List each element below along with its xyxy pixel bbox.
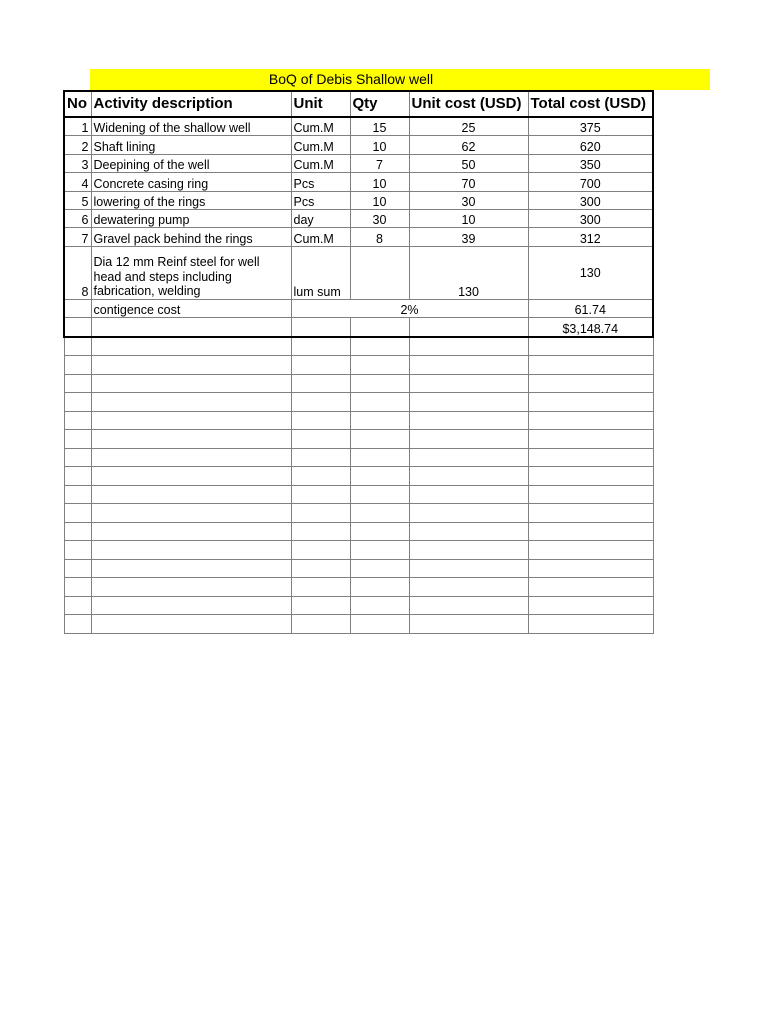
row-qty: 30 [350, 209, 409, 227]
empty-cell[interactable] [91, 356, 291, 375]
contingency-rate: 2% [291, 299, 528, 317]
empty-cell[interactable] [350, 559, 409, 578]
empty-cell[interactable] [409, 448, 528, 467]
empty-cell[interactable] [409, 615, 528, 634]
row-total: 620 [528, 136, 653, 154]
contingency-label: contigence cost [91, 299, 291, 317]
row-description: lowering of the rings [91, 191, 291, 209]
empty-cell[interactable] [291, 356, 350, 375]
empty-cell[interactable] [409, 559, 528, 578]
row-qty: 15 [350, 117, 409, 136]
empty-cell[interactable] [291, 448, 350, 467]
row-unit: Cum.M [291, 228, 350, 246]
empty-cell[interactable] [350, 430, 409, 449]
empty-cell[interactable] [91, 578, 291, 597]
empty-row [64, 485, 653, 504]
sheet-title: BoQ of Debis Shallow well [268, 71, 434, 87]
empty-cell[interactable] [350, 504, 409, 523]
row-description: dewatering pump [91, 209, 291, 227]
row-total: 700 [528, 173, 653, 191]
empty-cell[interactable] [350, 522, 409, 541]
row-unit-cost: 30 [409, 191, 528, 209]
row-total: 130 [528, 246, 653, 299]
empty-cell[interactable] [409, 337, 528, 356]
empty-cell[interactable] [64, 374, 91, 393]
empty-cell[interactable] [350, 485, 409, 504]
empty-cell[interactable] [528, 467, 653, 486]
empty-cell[interactable] [350, 374, 409, 393]
table-row [64, 209, 653, 227]
empty-cell[interactable] [91, 596, 291, 615]
empty-row [64, 541, 653, 560]
empty-row [64, 393, 653, 412]
row-no: 8 [64, 246, 91, 299]
empty-cell[interactable] [64, 559, 91, 578]
contingency-amount: 61.74 [528, 299, 653, 317]
empty-cell[interactable] [91, 467, 291, 486]
empty-cell[interactable] [350, 578, 409, 597]
empty-cell[interactable] [409, 485, 528, 504]
table-row [64, 154, 653, 172]
empty-cell[interactable] [291, 615, 350, 634]
empty-cell[interactable] [91, 337, 291, 356]
empty-cell[interactable] [350, 448, 409, 467]
empty-cell[interactable] [91, 615, 291, 634]
empty-cell[interactable] [409, 578, 528, 597]
empty-cell[interactable] [528, 596, 653, 615]
row-no: 3 [64, 154, 91, 172]
empty-cell[interactable] [350, 356, 409, 375]
empty-cell[interactable] [64, 467, 91, 486]
empty-cell[interactable] [291, 522, 350, 541]
empty-cell[interactable] [64, 448, 91, 467]
empty-cell[interactable] [409, 430, 528, 449]
row-description: Concrete casing ring [91, 173, 291, 191]
empty-cell[interactable] [64, 393, 91, 412]
empty-row [64, 467, 653, 486]
empty-cell[interactable] [291, 374, 350, 393]
contingency-row [64, 299, 653, 317]
empty-cell[interactable] [291, 430, 350, 449]
table-row [64, 173, 653, 191]
empty-cell[interactable] [528, 615, 653, 634]
table-row [64, 136, 653, 154]
row-total: 350 [528, 154, 653, 172]
empty-cell[interactable] [528, 356, 653, 375]
row-unit: Pcs [291, 191, 350, 209]
row-unit: Cum.M [291, 136, 350, 154]
empty-grid [64, 337, 653, 634]
empty-row [64, 430, 653, 449]
empty-cell[interactable] [91, 504, 291, 523]
empty-cell[interactable] [291, 596, 350, 615]
empty-cell[interactable] [528, 541, 653, 560]
empty-cell[interactable] [64, 615, 91, 634]
empty-cell[interactable] [291, 504, 350, 523]
empty-row [64, 337, 653, 356]
row-qty: 10 [350, 191, 409, 209]
empty-cell[interactable] [291, 578, 350, 597]
empty-row [64, 559, 653, 578]
empty-cell[interactable] [291, 411, 350, 430]
empty-cell[interactable] [528, 522, 653, 541]
row-unit: Cum.M [291, 117, 350, 136]
row-description: Dia 12 mm Reinf steel for well head and steps including fabrication, welding [91, 246, 291, 299]
empty-cell[interactable] [409, 541, 528, 560]
empty-row [64, 504, 653, 523]
row-unit-cost: 50 [409, 154, 528, 172]
empty-cell[interactable] [409, 393, 528, 412]
empty-cell[interactable] [528, 578, 653, 597]
empty-cell[interactable] [409, 467, 528, 486]
empty-cell[interactable] [91, 541, 291, 560]
row-description: Shaft lining [91, 136, 291, 154]
empty-cell[interactable] [350, 337, 409, 356]
empty-cell[interactable] [64, 411, 91, 430]
empty-cell[interactable] [528, 337, 653, 356]
empty-cell[interactable] [350, 596, 409, 615]
row-unit: Pcs [291, 173, 350, 191]
table-row [64, 228, 653, 246]
empty-cell[interactable] [64, 485, 91, 504]
empty-cell[interactable] [64, 504, 91, 523]
empty-cell[interactable] [64, 337, 91, 356]
empty-row [64, 374, 653, 393]
empty-cell[interactable] [350, 615, 409, 634]
row-description: Widening of the shallow well [91, 117, 291, 136]
empty-cell[interactable] [91, 485, 291, 504]
empty-cell[interactable] [528, 448, 653, 467]
row-unit-cost: 39 [409, 228, 528, 246]
header-unit-cost: Unit cost (USD) [409, 91, 528, 117]
empty-row [64, 596, 653, 615]
header-row [64, 91, 653, 117]
empty-cell[interactable] [350, 541, 409, 560]
row-unit-cost: 62 [409, 136, 528, 154]
empty-cell[interactable] [64, 430, 91, 449]
row-unit-cost: 25 [409, 117, 528, 136]
empty-cell[interactable] [350, 411, 409, 430]
row-no: 2 [64, 136, 91, 154]
empty-cell[interactable] [528, 430, 653, 449]
empty-cell[interactable] [291, 559, 350, 578]
empty-cell[interactable] [528, 504, 653, 523]
row-unit: lum sum [291, 246, 350, 299]
row-no: 6 [64, 209, 91, 227]
empty-cell[interactable] [528, 393, 653, 412]
row-qty: 8 [350, 228, 409, 246]
empty-row [64, 615, 653, 634]
empty-cell[interactable] [91, 411, 291, 430]
empty-cell[interactable] [528, 559, 653, 578]
row-qty: 10 [350, 173, 409, 191]
empty-cell[interactable] [291, 485, 350, 504]
header-total-cost: Total cost (USD) [528, 91, 653, 117]
row-unit: day [291, 209, 350, 227]
row-description: Deepining of the well [91, 154, 291, 172]
empty-row [64, 411, 653, 430]
grand-total: $3,148.74 [528, 318, 653, 337]
row-unit-cost: 130 [409, 246, 528, 299]
empty-cell[interactable] [291, 467, 350, 486]
row-total: 375 [528, 117, 653, 136]
empty-cell[interactable] [291, 393, 350, 412]
empty-cell[interactable] [409, 522, 528, 541]
empty-cell[interactable] [291, 337, 350, 356]
empty-cell[interactable] [64, 596, 91, 615]
empty-row [64, 522, 653, 541]
empty-cell[interactable] [91, 393, 291, 412]
empty-cell[interactable] [91, 522, 291, 541]
row-no: 1 [64, 117, 91, 136]
empty-cell[interactable] [409, 596, 528, 615]
table-row [64, 117, 653, 136]
table-row [64, 246, 653, 299]
empty-row [64, 578, 653, 597]
empty-cell[interactable] [409, 411, 528, 430]
row-qty [350, 246, 409, 299]
grand-total-row [64, 318, 653, 337]
empty-cell[interactable] [91, 430, 291, 449]
empty-cell[interactable] [64, 578, 91, 597]
row-qty: 10 [350, 136, 409, 154]
empty-cell[interactable] [291, 541, 350, 560]
empty-cell[interactable] [350, 393, 409, 412]
empty-cell[interactable] [409, 504, 528, 523]
header-activity: Activity description [91, 91, 291, 117]
table-row [64, 191, 653, 209]
empty-cell[interactable] [528, 485, 653, 504]
empty-row [64, 356, 653, 375]
empty-cell[interactable] [64, 356, 91, 375]
header-qty: Qty [350, 91, 409, 117]
empty-cell[interactable] [91, 559, 291, 578]
row-no: 7 [64, 228, 91, 246]
row-total: 300 [528, 191, 653, 209]
row-no: 5 [64, 191, 91, 209]
empty-row [64, 448, 653, 467]
empty-cell[interactable] [528, 411, 653, 430]
empty-cell[interactable] [91, 374, 291, 393]
header-unit: Unit [291, 91, 350, 117]
row-total: 300 [528, 209, 653, 227]
row-unit-cost: 10 [409, 209, 528, 227]
empty-cell[interactable] [409, 356, 528, 375]
boq-table [63, 90, 654, 634]
empty-cell[interactable] [528, 374, 653, 393]
empty-cell[interactable] [350, 467, 409, 486]
empty-cell[interactable] [409, 374, 528, 393]
row-description: Gravel pack behind the rings [91, 228, 291, 246]
empty-cell[interactable] [64, 522, 91, 541]
empty-cell[interactable] [91, 448, 291, 467]
row-unit: Cum.M [291, 154, 350, 172]
row-unit-cost: 70 [409, 173, 528, 191]
empty-cell[interactable] [64, 541, 91, 560]
row-qty: 7 [350, 154, 409, 172]
row-total: 312 [528, 228, 653, 246]
header-no: No [64, 91, 91, 117]
row-no: 4 [64, 173, 91, 191]
